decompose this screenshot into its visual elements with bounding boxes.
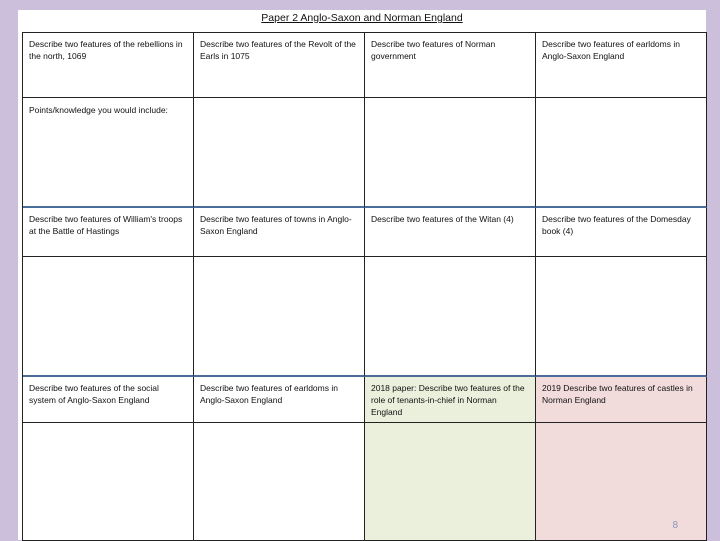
answer-cell[interactable] xyxy=(23,257,194,377)
question-cell: Describe two features of Norman government xyxy=(365,33,536,98)
question-cell-highlighted-green: 2018 paper: Describe two features of the role of tenants-in-chief in Norman England xyxy=(365,377,536,423)
question-cell: Describe two features of earldoms in Anglo-Saxon England xyxy=(536,33,707,98)
question-cell: Describe two features of the Domesday book (4) xyxy=(536,208,707,257)
answer-cell[interactable] xyxy=(536,98,707,208)
page-number: 8 xyxy=(672,520,678,531)
answer-cell[interactable] xyxy=(23,98,194,208)
answer-cell[interactable] xyxy=(365,98,536,208)
answer-cell[interactable] xyxy=(194,98,365,208)
question-cell: Describe two features of William's troops at the Battle of Hastings xyxy=(23,208,194,257)
question-cell: Describe two features of the rebellions in the north, 1069 xyxy=(23,33,194,98)
question-cell: Describe two features of the social system of Anglo-Saxon England xyxy=(23,377,194,423)
question-cell: Describe two features of the Witan (4) xyxy=(365,208,536,257)
answer-cell[interactable] xyxy=(194,423,365,541)
answer-cell[interactable] xyxy=(365,257,536,377)
question-grid xyxy=(22,32,707,541)
points-label: Points/knowledge you would include: xyxy=(29,105,168,115)
question-cell: Describe two features of earldoms in Anglo-Saxon England xyxy=(194,377,365,423)
answer-cell-highlighted-pink[interactable] xyxy=(536,423,707,541)
worksheet-page xyxy=(18,10,706,540)
answer-cell[interactable] xyxy=(23,423,194,541)
question-cell: Describe two features of the Revolt of the Earls in 1075 xyxy=(194,33,365,98)
page-title: Paper 2 Anglo-Saxon and Norman England xyxy=(261,12,463,24)
question-cell-highlighted-pink: 2019 Describe two features of castles in Norman England xyxy=(536,377,707,423)
answer-cell-highlighted-green[interactable] xyxy=(365,423,536,541)
answer-cell[interactable] xyxy=(536,257,707,377)
answer-cell[interactable] xyxy=(194,257,365,377)
question-cell: Describe two features of towns in Anglo-Saxon England xyxy=(194,208,365,257)
